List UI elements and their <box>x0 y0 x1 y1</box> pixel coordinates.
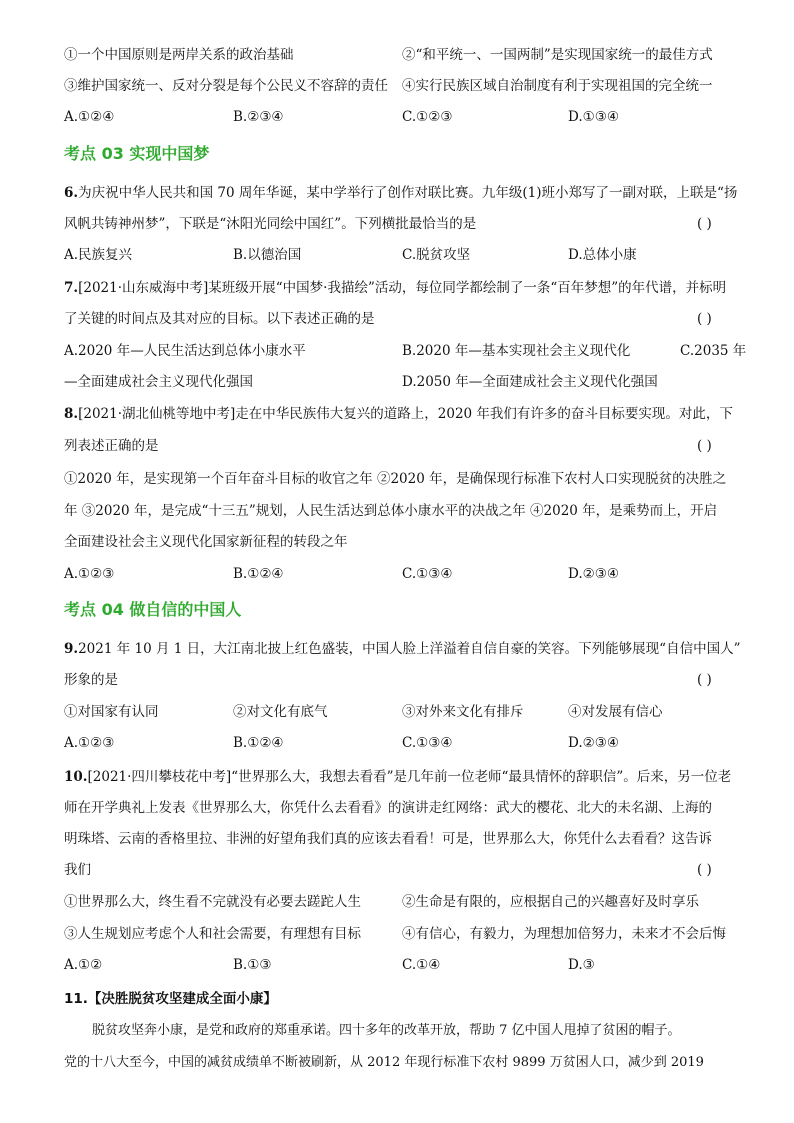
q7-stem-line-1: 7.[2021·山东威海中考]某班级开展“中国梦·我描绘”活动，每位同学都绘制了一条“百年梦想”的年代谱，并标明 <box>64 280 727 296</box>
q9-statement-2: ②对文化有底气 <box>233 704 328 720</box>
q5-option-b: B.②③④ <box>233 109 284 125</box>
q5-option-c: C.①②③ <box>402 109 453 125</box>
q10-option-a: A.①② <box>64 957 103 973</box>
q6-stem-line-1: 6.为庆祝中华人民共和国 70 周年华诞，某中学举行了创作对联比赛。九年级(1)班小郑写了一副对联，上联是“扬 <box>64 185 738 201</box>
q10-statement-2: ②生命是有限的，应根据自己的兴趣喜好及时享乐 <box>402 894 699 910</box>
q8-option-b: B.①②④ <box>233 566 284 582</box>
q6-answer-blank: ( ) <box>697 216 712 232</box>
q5-statement-1: ①一个中国原则是两岸关系的政治基础 <box>64 47 294 63</box>
q6-option-b: B.以德治国 <box>233 247 302 263</box>
q9-option-d: D.②③④ <box>568 735 619 751</box>
q7-option-d: D.2050 年—全面建成社会主义现代化强国 <box>402 374 658 390</box>
q7-option-c-part-2: —全面建成社会主义现代化强国 <box>64 374 253 390</box>
q5-option-d: D.①③④ <box>568 109 619 125</box>
q10-option-b: B.①③ <box>233 957 272 973</box>
q9-statement-3: ③对外来文化有排斥 <box>402 704 524 720</box>
q8-number: 8. <box>64 406 79 422</box>
q8-statements-line-2: 年 ③2020 年，是完成“十三五”规划，人民生活达到总体小康水平的决战之年 ④2020 年，是乘势而上，开启 <box>64 503 718 519</box>
q10-stem-line-4: 我们 <box>64 862 91 878</box>
q10-stem-line-2: 师在开学典礼上发表《世界那么大，你凭什么去看看》的演讲走红网络：武大的樱花、北大的未名湖、上海的 <box>64 800 712 816</box>
q10-number: 10. <box>64 769 88 785</box>
q8-option-a: A.①②③ <box>64 566 115 582</box>
q9-option-a: A.①②③ <box>64 735 115 751</box>
q9-statement-1: ①对国家有认同 <box>64 704 159 720</box>
q9-stem-line-2: 形象的是 <box>64 672 118 688</box>
q6-option-a: A.民族复兴 <box>64 247 133 263</box>
q10-stem-line-3: 明珠塔、云南的香格里拉、非洲的好望角我们真的应该去看看！可是，世界那么大，你凭什么去看看？这告诉 <box>64 831 712 847</box>
q9-number: 9. <box>64 641 79 657</box>
q6-stem-line-2: 风帆共铸神州梦”，下联是“沐阳光同绘中国红”。下列横批最恰当的是 <box>64 216 477 232</box>
q7-option-b: B.2020 年—基本实现社会主义现代化 <box>402 343 631 359</box>
section-heading-04: 考点 04 做自信的中国人 <box>64 600 242 619</box>
q11-title: 11.【决胜脱贫攻坚建成全面小康】 <box>64 991 277 1007</box>
q8-statements-line-1: ①2020 年，是实现第一个百年奋斗目标的收官之年 ②2020 年，是确保现行标准下农村人口实现脱贫的决胜之 <box>64 471 727 487</box>
q10-answer-blank: ( ) <box>697 862 712 878</box>
q6-option-c: C.脱贫攻坚 <box>402 247 471 263</box>
q5-statement-2: ②“和平统一、一国两制”是实现国家统一的最佳方式 <box>402 47 713 63</box>
q8-stem-line-2: 列表述正确的是 <box>64 438 159 454</box>
q9-option-c: C.①③④ <box>402 735 453 751</box>
q11-paragraph-line-1: 脱贫攻坚奔小康，是党和政府的郑重承诺。四十多年的改革开放，帮助 7 亿中国人甩掉了贫困的帽子。 <box>92 1023 681 1038</box>
q9-statement-4: ④对发展有信心 <box>568 704 663 720</box>
q7-stem-line-2: 了关键的时间点及其对应的目标。以下表述正确的是 <box>64 311 375 327</box>
q5-option-a: A.①②④ <box>64 109 115 125</box>
q8-stem-line-1: 8.[2021·湖北仙桃等地中考]走在中华民族伟大复兴的道路上，2020 年我们有许多的奋斗目标要实现。对此，下 <box>64 406 733 422</box>
q5-statement-3: ③维护国家统一、反对分裂是每个公民义不容辞的责任 <box>64 78 388 94</box>
q10-statement-3: ③人生规划应考虑个人和社会需要，有理想有目标 <box>64 926 361 942</box>
q6-number: 6. <box>64 185 79 201</box>
q7-option-a: A.2020 年—人民生活达到总体小康水平 <box>64 343 306 359</box>
q7-answer-blank: ( ) <box>697 311 712 327</box>
q8-answer-blank: ( ) <box>697 438 712 454</box>
q10-option-d: D.③ <box>568 957 595 973</box>
q6-option-d: D.总体小康 <box>568 247 637 263</box>
q9-stem-line-1: 9.2021 年 10 月 1 日，大江南北披上红色盛装，中国人脸上洋溢着自信自豪的笑容。下列能够展现“自信中国人” <box>64 641 741 657</box>
q8-option-d: D.②③④ <box>568 566 619 582</box>
q8-statements-line-3: 全面建设社会主义现代化国家新征程的转段之年 <box>64 534 348 550</box>
q9-answer-blank: ( ) <box>697 672 712 688</box>
q11-paragraph-line-2: 党的十八大至今，中国的减贫成绩单不断被刷新，从 2012 年现行标准下农村 9899 万贫困人口，减少到 2019 <box>64 1055 704 1070</box>
q10-stem-line-1: 10.[2021·四川攀枝花中考]“世界那么大，我想去看看”是几年前一位老师“最具情怀的辞职信”。后来，另一位老 <box>64 769 732 785</box>
q9-option-b: B.①②④ <box>233 735 284 751</box>
q10-option-c: C.①④ <box>402 957 441 973</box>
section-heading-03: 考点 03 实现中国梦 <box>64 144 210 163</box>
q10-statement-4: ④有信心，有毅力，为理想加倍努力，未来才不会后悔 <box>402 926 726 942</box>
q10-statement-1: ①世界那么大，终生看不完就没有必要去蹉跎人生 <box>64 894 361 910</box>
q8-option-c: C.①③④ <box>402 566 453 582</box>
q7-option-c-part-1: C.2035 年 <box>680 343 747 359</box>
q5-statement-4: ④实行民族区域自治制度有利于实现祖国的完全统一 <box>402 78 713 94</box>
q7-number: 7. <box>64 280 79 296</box>
